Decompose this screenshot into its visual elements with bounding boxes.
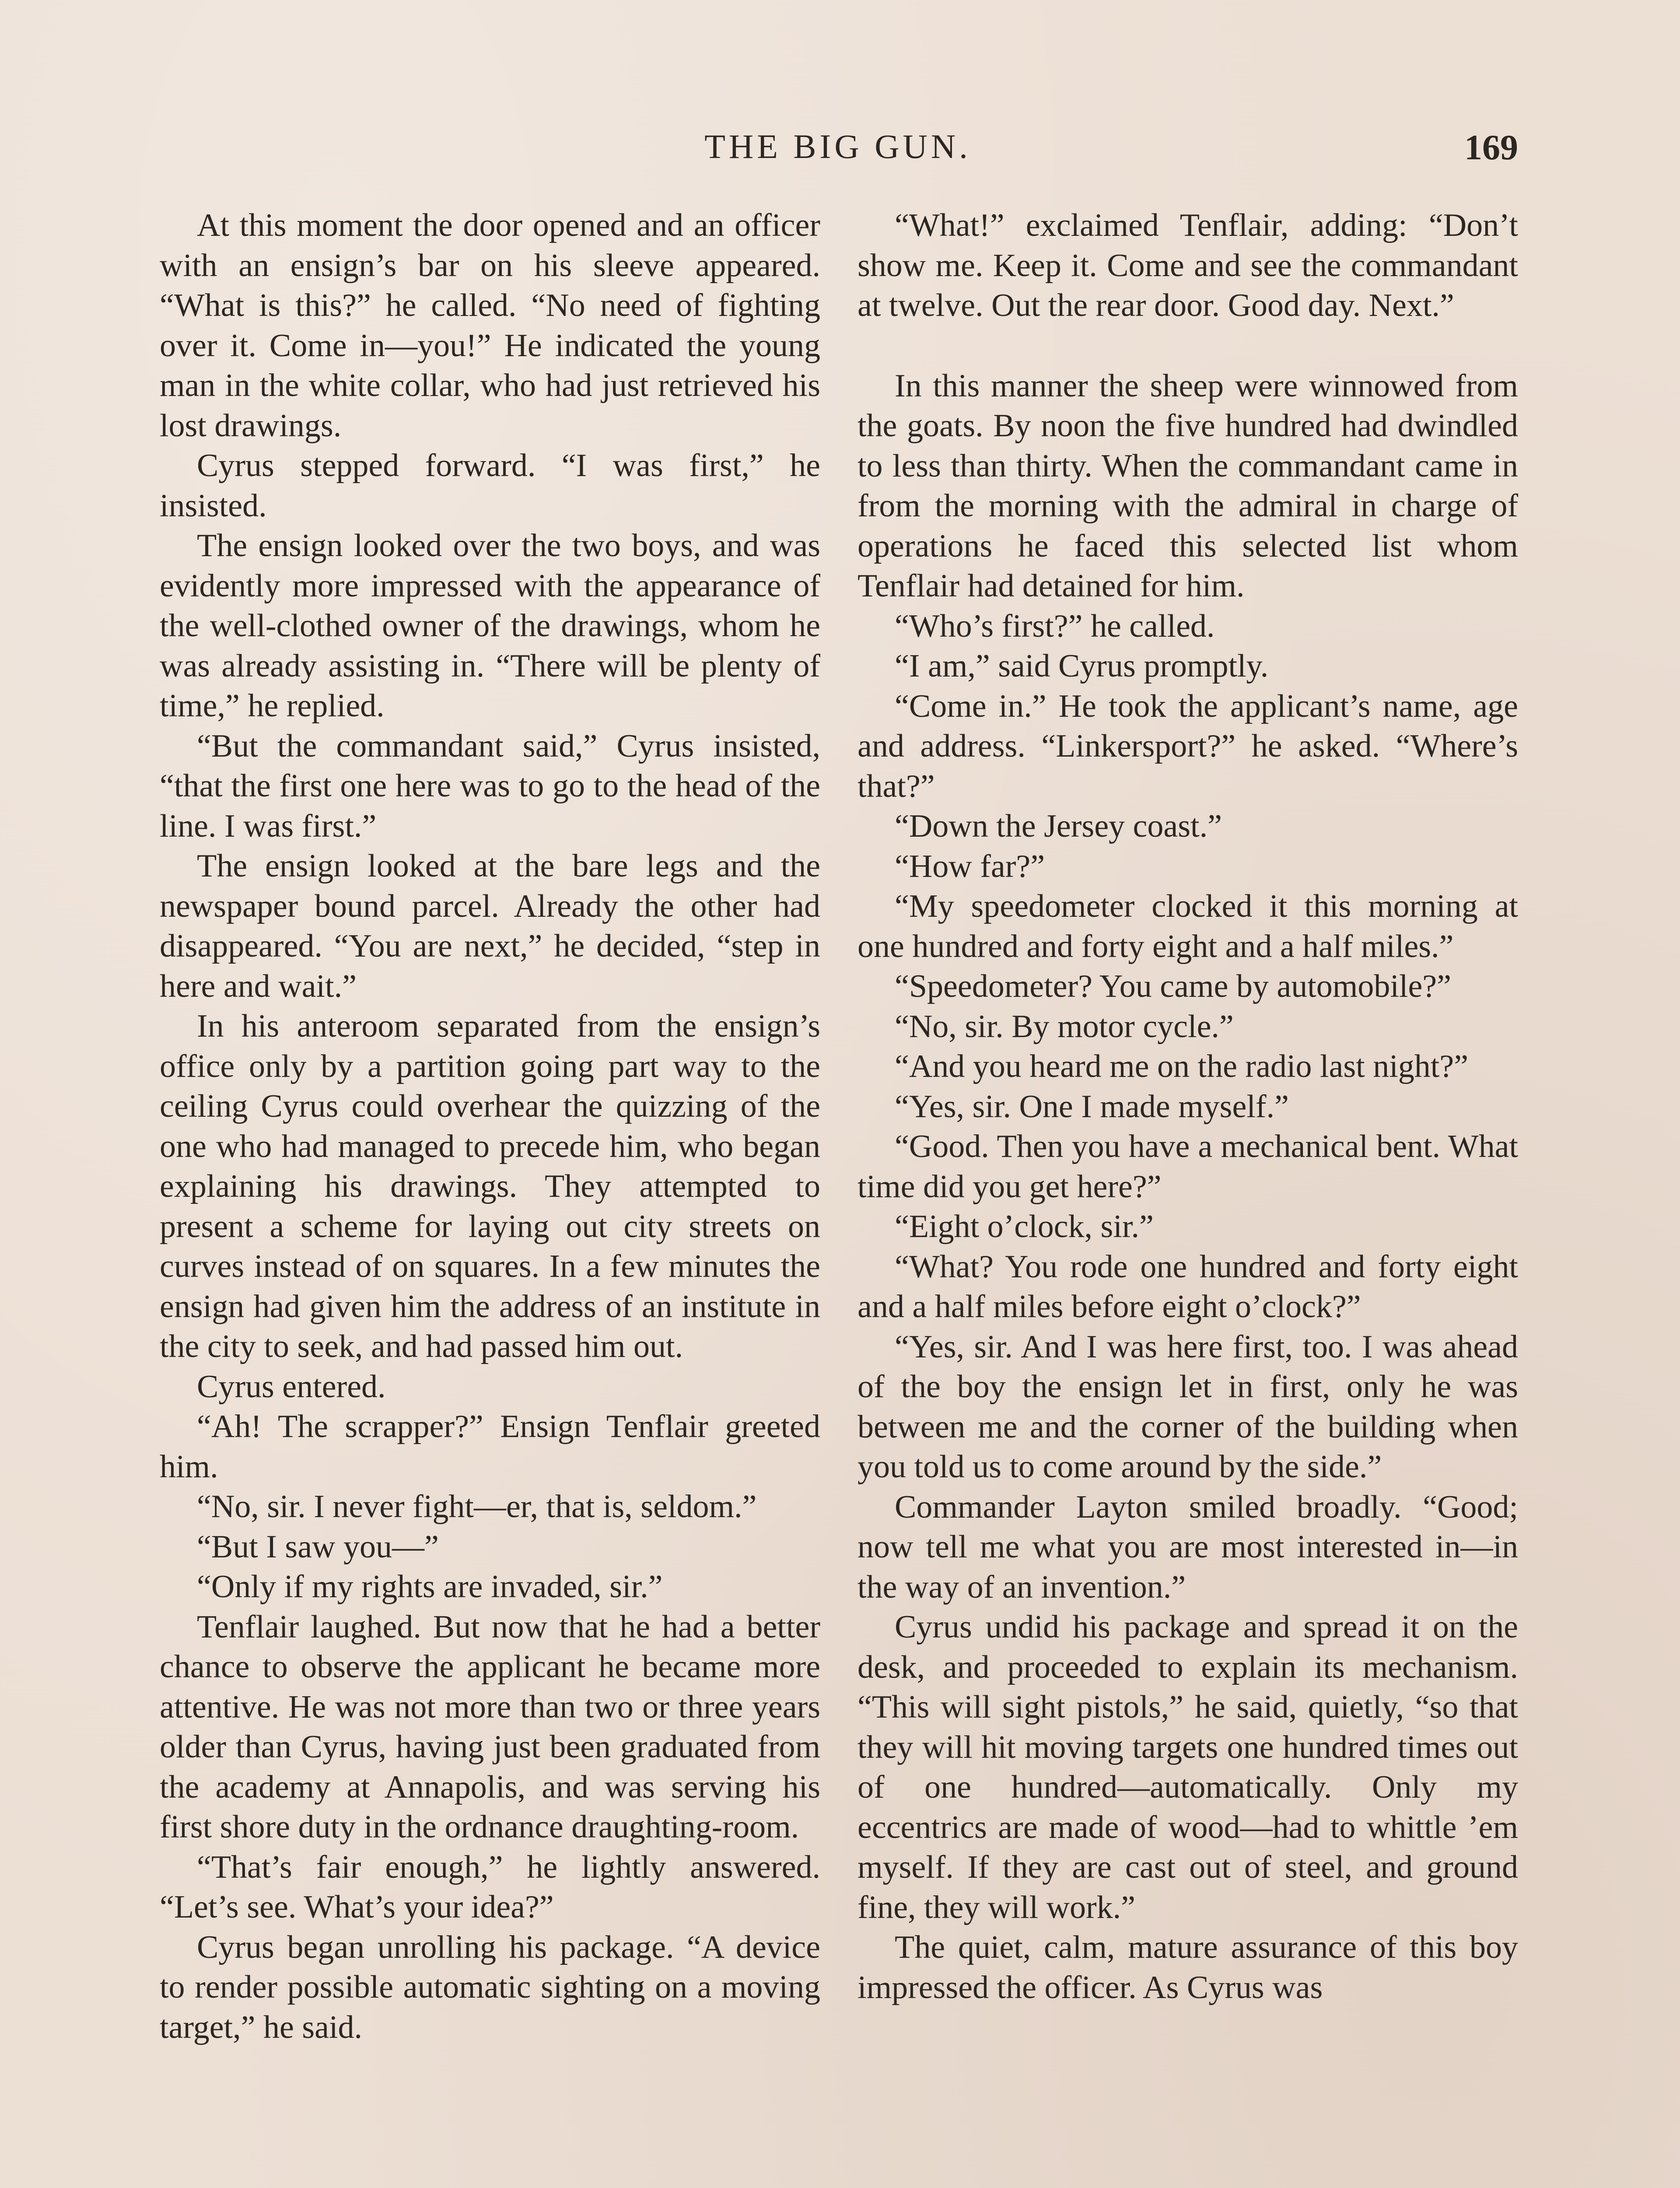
running-title: THE BIG GUN. [704, 127, 971, 165]
paragraph: Cyrus undid his package and spread it on the desk, and proceeded to explain its mechanism. “This will sight pistols,” he said, quietly, “so that they will hit moving targets one hundred times out of one hundred—automatically. Only my eccentrics are made of wood—had to whittle ’em myself. If they are cast out of steel, and ground fine, they will work.” [858, 1609, 1518, 1925]
paragraph: “Yes, sir. One I made myself.” [895, 1088, 1289, 1125]
paragraph: “Come in.” He took the applicant’s name, age and address. “Linkersport?” he asked. “Where’s that?” [858, 688, 1518, 804]
paragraph: “But the commandant said,” Cyrus insisted, “that the first one here was to go to the head of the line. I was first.” [160, 728, 820, 844]
paragraph: “Yes, sir. And I was here first, too. I was ahead of the boy the ensign let in first, only he was between me and the corner of the building when you told us to come around by the side.” [858, 1329, 1518, 1485]
paragraph: “Good. Then you have a mechanical bent. What time did you get here?” [858, 1129, 1518, 1205]
paragraph: The ensign looked over the two boys, and was evidently more impressed with the appearance of the well-clothed owner of the drawings, whom he was already assisting in. “There will be plenty of time,” he replied. [160, 528, 820, 724]
paragraph: “But I saw you—” [197, 1529, 439, 1565]
paragraph: “Only if my rights are invaded, sir.” [197, 1569, 663, 1605]
paragraph: “What? You rode one hundred and forty eight and a half miles before eight o’clock?” [858, 1248, 1518, 1325]
paragraph: “Who’s first?” he called. [895, 608, 1215, 644]
paragraph: “My speedometer clocked it this morning at one hundred and forty eight and a half miles.” [858, 888, 1518, 964]
left-column [160, 206, 820, 2048]
paragraph: Cyrus stepped forward. “I was first,” he insisted. [160, 448, 820, 524]
paragraph: The ensign looked at the bare legs and the newspaper bound parcel. Already the other had disappeared. “You are next,” he decided, “step in here and wait.” [160, 848, 820, 1004]
paragraph: “Ah! The scrapper?” Ensign Tenflair greeted him. [160, 1409, 820, 1485]
paragraph: Tenflair laughed. But now that he had a better chance to observe the applicant he became more attentive. He was not more than two or three years older than Cyrus, having just been graduated from the academy at Annapolis, and was serving his first shore duty in the ordnance draughting-room. [160, 1609, 820, 1845]
page-header [158, 127, 1518, 179]
right-column [858, 206, 1518, 2008]
paragraph: “No, sir. I never fight—er, that is, seldom.” [197, 1489, 757, 1525]
paragraph: “What!” exclaimed Tenflair, adding: “Don’t show me. Keep it. Come and see the commandant at twelve. Out the rear door. Good day. Next.” [858, 207, 1518, 323]
paragraph: Cyrus entered. [197, 1368, 386, 1405]
page-number: 169 [1464, 127, 1518, 167]
paragraph: In his anteroom separated from the ensign’s office only by a partition going part way to the ceiling Cyrus could overhear the quizzing of the one who had managed to precede him, who began explaining his drawings. They attempted to present a scheme for laying out city streets on curves instead of on squares. In a few minutes the ensign had given him the address of an institute in the city to seek, and had passed him out. [160, 1008, 820, 1364]
paragraph: “Eight o’clock, sir.” [895, 1209, 1154, 1245]
paragraph: “That’s fair enough,” he lightly answered. “Let’s see. What’s your idea?” [160, 1849, 820, 1925]
paragraph: At this moment the door opened and an officer with an ensign’s bar on his sleeve appeared. “What is this?” he called. “No need of fighting over it. Come in—you!” He indicated the young man in the white collar, who had just retrieved his lost drawings. [160, 207, 820, 444]
paragraph: “Down the Jersey coast.” [895, 808, 1222, 844]
paragraph: Commander Layton smiled broadly. “Good; now tell me what you are most interested in—in the way of an invention.” [858, 1489, 1518, 1605]
paragraph: “Speedometer? You came by automobile?” [895, 968, 1451, 1004]
paragraph: In this manner the sheep were winnowed from the goats. By noon the five hundred had dwindled to less than thirty. When the commandant came in from the morning with the admiral in charge of operations he faced this selected list whom Tenflair had detained for him. [858, 368, 1518, 604]
paragraph: “And you heard me on the radio last night?” [895, 1048, 1469, 1084]
paragraph: The quiet, calm, mature assurance of this boy impressed the officer. As Cyrus was [858, 1929, 1518, 2006]
paragraph: Cyrus began unrolling his package. “A device to render possible automatic sighting on a moving target,” he said. [160, 1929, 820, 2045]
paragraph: “No, sir. By motor cycle.” [895, 1008, 1234, 1045]
paragraph: “I am,” said Cyrus promptly. [895, 648, 1269, 684]
paragraph: “How far?” [895, 848, 1045, 884]
